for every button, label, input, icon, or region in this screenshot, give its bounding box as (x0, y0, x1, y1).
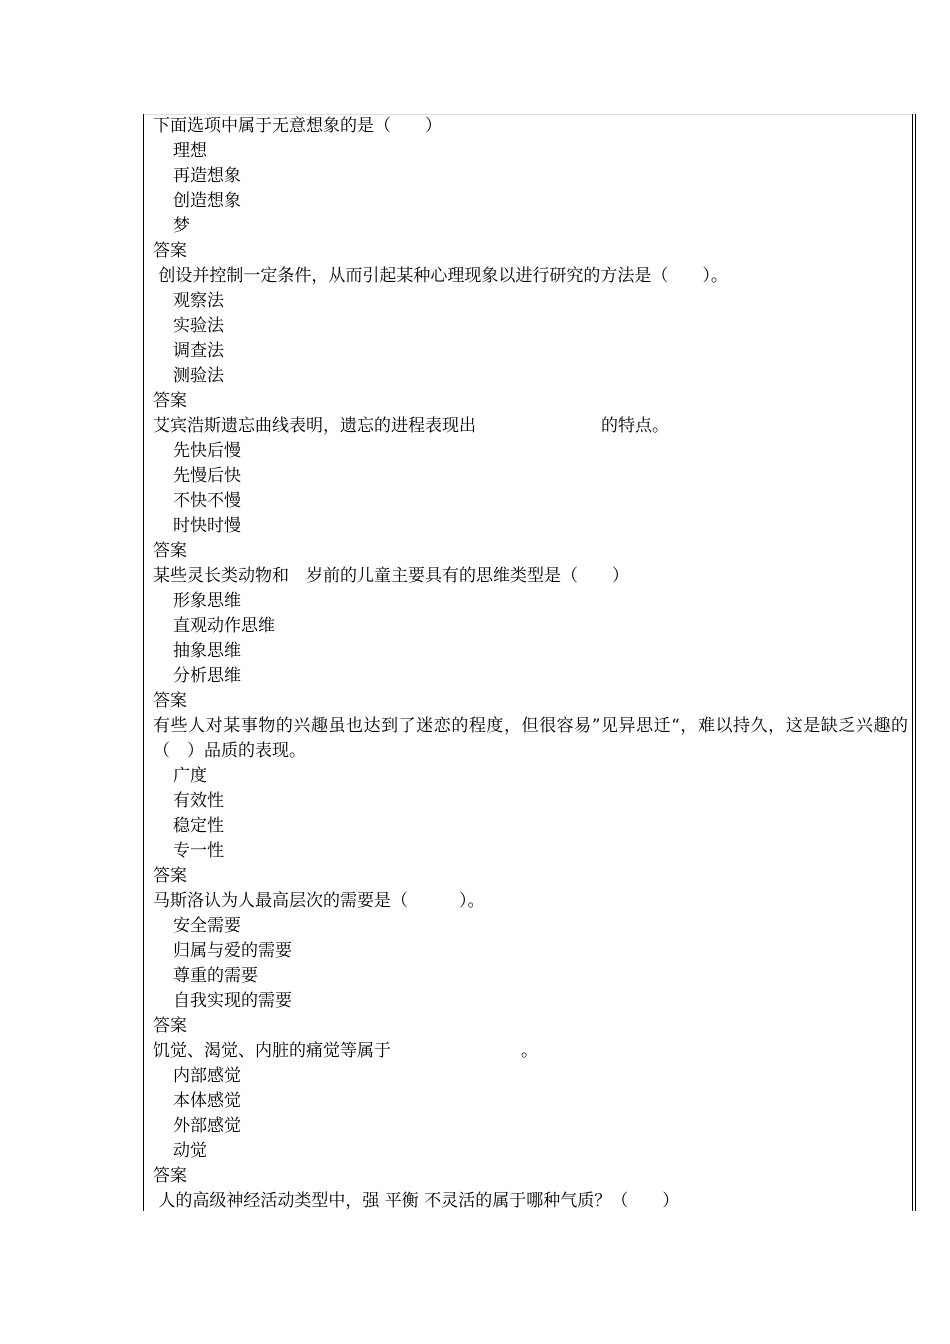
option: 专一性 (173, 841, 224, 861)
question-stem (153, 1039, 908, 1064)
option: 形象思维 (173, 591, 241, 611)
question-list (153, 114, 908, 1214)
option: 不快不慢 (173, 491, 241, 511)
question-table-frame (143, 114, 916, 1211)
option: 有效性 (173, 791, 224, 811)
option: 理想 (173, 141, 207, 161)
option: 先慢后快 (173, 466, 241, 486)
option: 自我实现的需要 (173, 991, 292, 1011)
option: 本体感觉 (173, 1091, 241, 1111)
option: 广度 (173, 766, 207, 786)
question-stem: 有些人对某事物的兴趣虽也达到了迷恋的程度，但很容易”见异思迁“，难以持久，这是缺乏兴趣的（ ）品质的表现。 (153, 716, 908, 761)
question-6 (153, 889, 908, 1039)
question-stem: 下面选项中属于无意想象的是（ ） (153, 116, 442, 136)
question-stem: 人的高级神经活动类型中，强 平衡 不灵活的属于哪种气质？（ ） (153, 1191, 680, 1211)
stem-text-before-blank: 饥觉、渴觉、内脏的痛觉等属于 (153, 1041, 391, 1061)
option: 稳定性 (173, 816, 224, 836)
option: 测验法 (173, 366, 224, 386)
question-stem: 马斯洛认为人最高层次的需要是（ ）。 (153, 891, 485, 911)
question-3 (153, 414, 908, 564)
question-stem: 某些灵长类动物和 岁前的儿童主要具有的思维类型是（ ） (153, 566, 629, 586)
option: 内部感觉 (173, 1066, 241, 1086)
option: 分析思维 (173, 666, 241, 686)
question-8 (153, 1189, 908, 1214)
option: 时快时慢 (173, 516, 241, 536)
question-stem: 创设并控制一定条件，从而引起某种心理现象以进行研究的方法是（ ）。 (153, 266, 728, 286)
option: 观察法 (173, 291, 224, 311)
option: 创造想象 (173, 191, 241, 211)
option: 调查法 (173, 341, 224, 361)
stem-text-after-blank: 。 (521, 1041, 538, 1061)
option: 外部感觉 (173, 1116, 241, 1136)
answer-label: 答案 (153, 241, 187, 261)
question-stem (153, 414, 908, 439)
question-7 (153, 1039, 908, 1189)
option: 安全需要 (173, 916, 241, 936)
answer-label: 答案 (153, 1016, 187, 1036)
option: 尊重的需要 (173, 966, 258, 986)
question-5 (153, 714, 908, 889)
answer-label: 答案 (153, 691, 187, 711)
stem-text-after-blank: 的特点。 (601, 416, 669, 436)
option: 再造想象 (173, 166, 241, 186)
question-1 (153, 114, 908, 264)
option: 梦 (173, 216, 190, 236)
answer-label: 答案 (153, 391, 187, 411)
option: 直观动作思维 (173, 616, 275, 636)
option: 先快后慢 (173, 441, 241, 461)
option: 抽象思维 (173, 641, 241, 661)
question-2 (153, 264, 908, 414)
option: 动觉 (173, 1141, 207, 1161)
answer-label: 答案 (153, 1166, 187, 1186)
stem-text-before-blank: 艾宾浩斯遗忘曲线表明，遗忘的进程表现出 (153, 416, 476, 436)
question-4 (153, 564, 908, 714)
answer-label: 答案 (153, 866, 187, 886)
option: 归属与爱的需要 (173, 941, 292, 961)
answer-label: 答案 (153, 541, 187, 561)
option: 实验法 (173, 316, 224, 336)
